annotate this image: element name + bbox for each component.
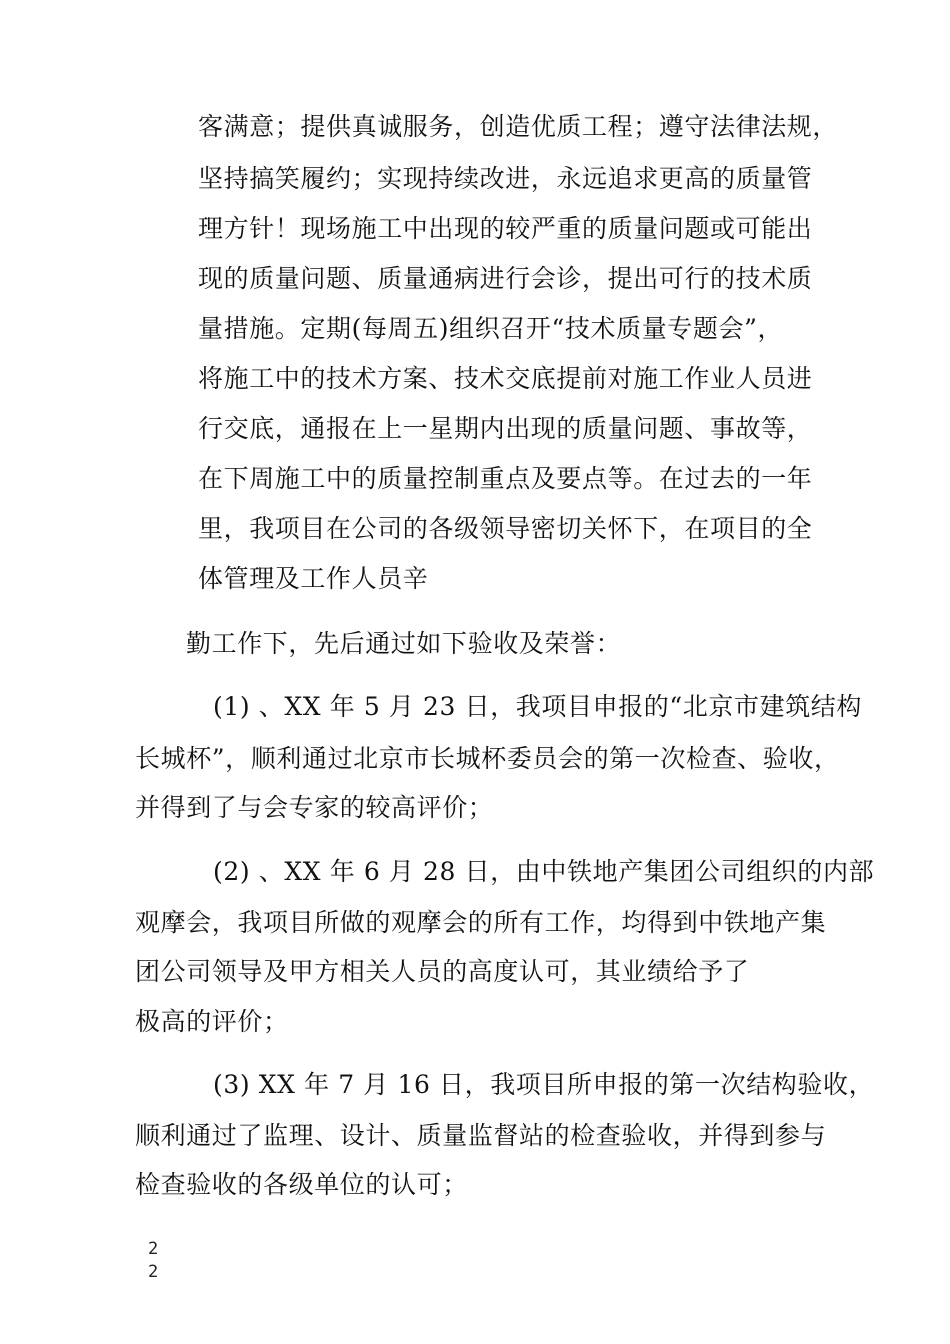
text-line: 极高的评价； <box>135 1007 289 1036</box>
text-line: (1) 、XX 年 5 月 23 日，我项目申报的“北京市建筑结构 <box>213 692 862 721</box>
text-line: 里，我项目在公司的各级领导密切关怀下，在项目的全 <box>198 514 813 543</box>
text-line: (3) XX 年 7 月 16 日，我项目所申报的第一次结构验收， <box>213 1070 875 1099</box>
text-line: 勤工作下，先后通过如下验收及荣誉： <box>186 629 622 658</box>
text-line: 顺利通过了监理、设计、质量监督站的检查验收，并得到参与 <box>135 1121 827 1150</box>
text-line: (2) 、XX 年 6 月 28 日，由中铁地产集团公司组织的内部 <box>213 857 875 886</box>
text-line: 客满意；提供真诚服务，创造优质工程；遵守法律法规， <box>198 112 839 141</box>
text-line: 理方针！现场施工中出现的较严重的质量问题或可能出 <box>198 214 813 243</box>
text-line: 并得到了与会专家的较高评价； <box>135 793 494 822</box>
text-line: 在下周施工中的质量控制重点及要点等。在过去的一年 <box>198 464 813 493</box>
text-line: 量措施。定期(每周五)组织召开“技术质量专题会”， <box>198 314 784 343</box>
text-line: 体管理及工作人员辛 <box>198 564 429 593</box>
page-number-top: 2 <box>148 1239 159 1259</box>
text-line: 检查验收的各级单位的认可； <box>135 1170 468 1199</box>
text-line: 团公司领导及甲方相关人员的高度认可，其业绩给予了 <box>135 957 750 986</box>
text-line: 观摩会，我项目所做的观摩会的所有工作，均得到中铁地产集 <box>135 908 827 937</box>
text-line: 现的质量问题、质量通病进行会诊，提出可行的技术质 <box>198 264 813 293</box>
text-line: 长城杯”，顺利通过北京市长城杯委员会的第一次检查、验收， <box>135 744 840 773</box>
page-number-bottom: 2 <box>148 1262 159 1282</box>
text-line: 将施工中的技术方案、技术交底提前对施工作业人员进 <box>198 364 813 393</box>
text-line: 行交底，通报在上一星期内出现的质量问题、事故等， <box>198 414 813 443</box>
text-line: 坚持搞笑履约；实现持续改进，永远追求更高的质量管 <box>198 164 813 193</box>
